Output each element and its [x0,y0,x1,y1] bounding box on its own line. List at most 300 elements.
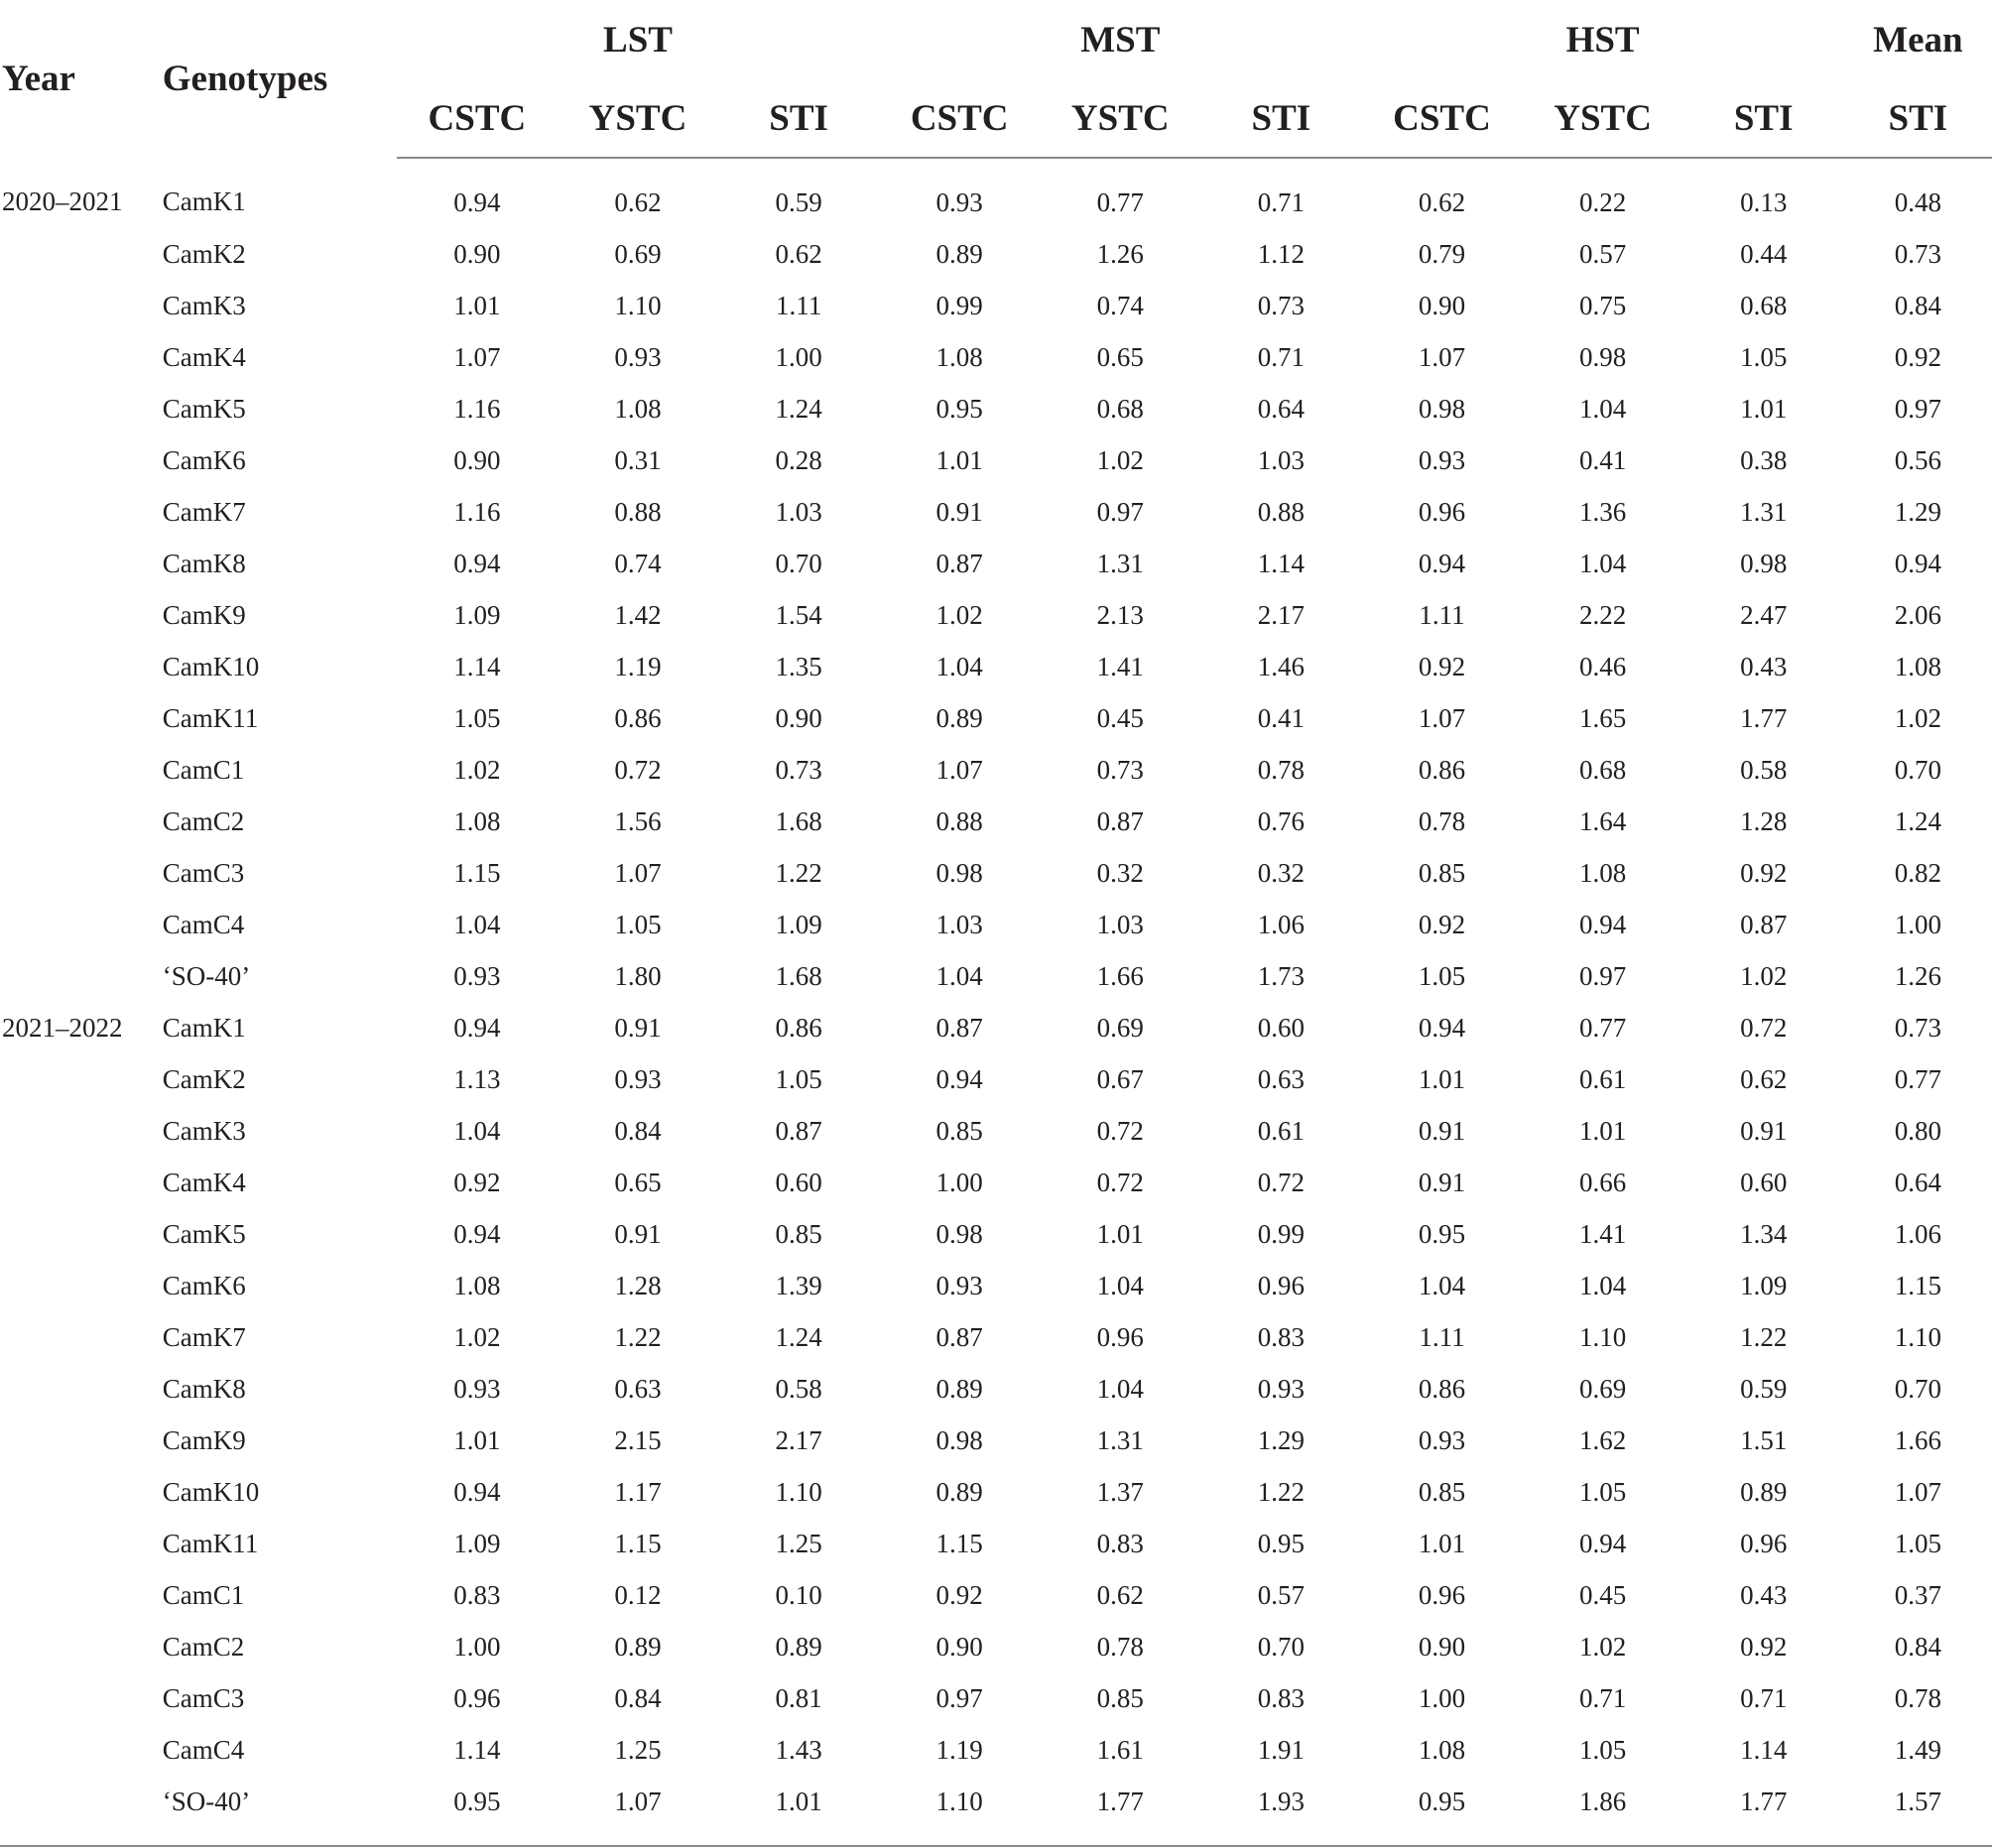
value-cell: 0.93 [935,1270,983,1300]
value-cell: 0.66 [1578,1167,1627,1197]
value-cell: 0.94 [453,1476,501,1507]
table-row [0,847,1992,899]
table-row [0,1672,1992,1724]
year-cell [0,1363,157,1415]
table-row [0,744,1992,796]
value-cell: 1.09 [1740,1270,1788,1300]
value-cell: 0.83 [1257,1682,1305,1713]
value-cell: 2.13 [1096,599,1144,630]
year-cell [0,899,157,950]
value-cell: 1.66 [1894,1424,1941,1455]
hst-cstc-header: CSTC [1361,79,1522,158]
value-cell: 0.90 [775,702,822,733]
value-cell: 0.22 [1578,186,1627,217]
mst-group-header: MST [1080,19,1161,61]
value-cell: 0.93 [614,341,662,372]
value-cell: 1.15 [935,1528,983,1558]
value-cell: 1.04 [453,1115,501,1146]
table-row [0,158,1992,228]
genotype-cell: CamK10 [162,651,260,681]
value-cell: 0.95 [1418,1218,1466,1249]
year-cell [0,1518,157,1569]
value-cell: 0.32 [1257,857,1305,888]
value-cell: 1.46 [1257,651,1305,681]
table-header [0,0,1992,158]
value-cell: 0.85 [775,1218,822,1249]
value-cell: 1.10 [879,1776,1040,1846]
value-cell: 1.64 [1578,805,1627,836]
value-cell: 0.92 [1418,909,1466,939]
value-cell: 1.61 [1096,1734,1144,1765]
value-cell: 0.44 [1740,238,1788,269]
value-cell: 0.43 [1740,1579,1788,1610]
value-cell: 1.25 [614,1734,662,1765]
value-cell: 0.98 [935,857,983,888]
table-row [0,1260,1992,1311]
value-cell: 0.93 [935,186,983,217]
value-cell: 0.60 [1740,1167,1788,1197]
value-cell: 0.83 [453,1579,501,1610]
value-cell: 0.41 [1578,444,1627,475]
value-cell: 1.15 [614,1528,662,1558]
mean-group-header: Mean [1873,19,1963,61]
genotype-cell: CamK2 [162,1063,246,1094]
value-cell: 0.92 [935,1579,983,1610]
value-cell: 1.77 [1740,702,1788,733]
table-row [0,1415,1992,1466]
value-cell: 0.10 [775,1579,822,1610]
table-row [0,589,1992,641]
value-cell: 1.08 [1578,857,1627,888]
year-cell [0,1053,157,1105]
value-cell: 1.17 [614,1476,662,1507]
value-cell: 0.93 [1257,1373,1305,1404]
year-cell: 2021–2022 [2,1012,123,1043]
mst-cstc-header: CSTC [879,79,1040,158]
value-cell: 0.73 [1257,290,1305,320]
value-cell: 0.82 [1894,857,1941,888]
value-cell: 0.61 [1578,1063,1627,1094]
value-cell: 0.70 [1257,1631,1305,1662]
value-cell: 1.08 [1418,1734,1466,1765]
genotype-cell: CamK6 [162,1270,246,1300]
value-cell: 1.31 [1096,548,1144,578]
value-cell: 0.94 [1418,548,1466,578]
value-cell: 1.34 [1740,1218,1788,1249]
value-cell: 0.70 [1894,1373,1941,1404]
value-cell: 0.41 [1257,702,1305,733]
value-cell: 0.62 [1418,186,1466,217]
value-cell: 0.96 [1740,1528,1788,1558]
genotype-cell: CamC4 [162,909,245,939]
genotype-cell: CamK4 [162,341,246,372]
value-cell: 0.80 [1894,1115,1941,1146]
value-cell: 0.84 [1894,290,1941,320]
value-cell: 0.71 [1578,1682,1627,1713]
value-cell: 0.91 [614,1012,662,1043]
value-cell: 2.17 [775,1424,822,1455]
table-row [0,1363,1992,1415]
value-cell: 0.94 [453,548,501,578]
year-cell [0,589,157,641]
table-row [0,1105,1992,1157]
value-cell: 0.48 [1894,186,1941,217]
value-cell: 0.62 [1096,1579,1144,1610]
year-cell [0,950,157,1002]
value-cell: 0.72 [1257,1167,1305,1197]
value-cell: 0.87 [775,1115,822,1146]
value-cell: 0.94 [453,1012,501,1043]
value-cell: 0.78 [1894,1682,1941,1713]
value-cell: 1.11 [775,290,822,320]
value-cell: 0.88 [614,496,662,527]
value-cell: 1.02 [1096,444,1144,475]
value-cell: 1.24 [775,1321,822,1352]
value-cell: 1.77 [1683,1776,1844,1846]
year-cell [0,486,157,538]
value-cell: 0.32 [1096,857,1144,888]
value-cell: 0.90 [1418,290,1466,320]
value-cell: 1.03 [1096,909,1144,939]
value-cell: 0.31 [614,444,662,475]
value-cell: 0.92 [1740,1631,1788,1662]
value-cell: 2.15 [614,1424,662,1455]
value-cell: 1.54 [775,599,822,630]
value-cell: 0.62 [1740,1063,1788,1094]
year-cell [0,228,157,280]
value-cell: 1.91 [1257,1734,1305,1765]
value-cell: 0.94 [453,1218,501,1249]
value-cell: 0.73 [1894,238,1941,269]
value-cell: 0.81 [775,1682,822,1713]
value-cell: 1.04 [1578,1270,1627,1300]
value-cell: 0.89 [614,1631,662,1662]
value-cell: 1.00 [775,341,822,372]
value-cell: 1.01 [453,1424,501,1455]
year-cell [0,1672,157,1724]
genotype-cell: CamC3 [162,1682,245,1713]
value-cell: 1.04 [1418,1270,1466,1300]
genotype-cell: CamK9 [162,1424,246,1455]
table-row [0,486,1992,538]
value-cell: 1.51 [1740,1424,1788,1455]
value-cell: 0.87 [935,1321,983,1352]
value-cell: 0.90 [1418,1631,1466,1662]
value-cell: 1.01 [1740,393,1788,424]
value-cell: 0.43 [1740,651,1788,681]
value-cell: 0.45 [1578,1579,1627,1610]
year-cell [0,1621,157,1672]
value-cell: 0.83 [1257,1321,1305,1352]
value-cell: 0.96 [453,1682,501,1713]
value-cell: 1.14 [453,651,501,681]
value-cell: 1.01 [1418,1528,1466,1558]
value-cell: 0.78 [1096,1631,1144,1662]
value-cell: 0.98 [1578,341,1627,372]
table-row [0,538,1992,589]
genotype-cell: CamK3 [162,290,246,320]
value-cell: 0.68 [1578,754,1627,785]
value-cell: 0.91 [1418,1115,1466,1146]
value-cell: 1.01 [453,290,501,320]
value-cell: 1.01 [935,444,983,475]
value-cell: 2.17 [1257,599,1305,630]
genotype-cell: CamK4 [162,1167,246,1197]
genotype-cell: CamK1 [162,186,246,216]
value-cell: 1.14 [1740,1734,1788,1765]
value-cell: 0.92 [1894,341,1941,372]
value-cell: 0.61 [1257,1115,1305,1146]
value-cell: 1.07 [1418,702,1466,733]
value-cell: 0.96 [1257,1270,1305,1300]
table-row [0,641,1992,692]
hst-sti-header: STI [1683,79,1844,158]
value-cell: 1.05 [1578,1476,1627,1507]
value-cell: 0.97 [1894,393,1941,424]
value-cell: 0.96 [1096,1321,1144,1352]
genotype-cell: CamK2 [162,238,246,269]
value-cell: 0.95 [1361,1776,1522,1846]
value-cell: 0.46 [1578,651,1627,681]
value-cell: 1.22 [1740,1321,1788,1352]
table-row [0,280,1992,331]
value-cell: 1.03 [775,496,822,527]
value-cell: 1.02 [453,754,501,785]
genotype-cell: CamK11 [162,702,259,733]
value-cell: 1.25 [775,1528,822,1558]
value-cell: 1.07 [1894,1476,1941,1507]
year-cell [0,1776,157,1846]
value-cell: 0.38 [1740,444,1788,475]
value-cell: 1.03 [935,909,983,939]
value-cell: 1.00 [935,1167,983,1197]
value-cell: 0.67 [1096,1063,1144,1094]
lst-group-header: LST [603,19,673,61]
value-cell: 1.26 [1096,238,1144,269]
value-cell: 0.89 [935,702,983,733]
value-cell: 0.60 [1257,1012,1305,1043]
value-cell: 1.05 [1894,1528,1941,1558]
value-cell: 1.12 [1257,238,1305,269]
value-cell: 0.79 [1418,238,1466,269]
value-cell: 1.16 [453,393,501,424]
value-cell: 0.93 [614,1063,662,1094]
genotype-cell: CamK6 [162,444,246,475]
value-cell: 0.74 [1096,290,1144,320]
year-cell [0,280,157,331]
value-cell: 1.07 [1418,341,1466,372]
value-cell: 1.08 [935,341,983,372]
value-cell: 1.02 [1894,702,1941,733]
table-body [0,158,1992,1846]
value-cell: 1.00 [453,1631,501,1662]
value-cell: 0.28 [775,444,822,475]
table-row [0,950,1992,1002]
value-cell: 0.86 [614,702,662,733]
genotype-cell: CamK5 [162,393,246,424]
value-cell: 1.08 [614,393,662,424]
value-cell: 1.08 [1894,651,1941,681]
value-cell: 1.10 [1578,1321,1627,1352]
year-cell [0,383,157,434]
lst-cstc-header: CSTC [397,79,558,158]
table-row [0,1724,1992,1776]
value-cell: 0.63 [614,1373,662,1404]
value-cell: 1.56 [614,805,662,836]
value-cell: 2.22 [1578,599,1627,630]
value-cell: 1.93 [1200,1776,1361,1846]
value-cell: 1.24 [775,393,822,424]
value-cell: 0.70 [1894,754,1941,785]
value-cell: 1.57 [1844,1776,1992,1846]
value-cell: 0.37 [1894,1579,1941,1610]
value-cell: 0.87 [935,548,983,578]
value-cell: 1.02 [935,599,983,630]
value-cell: 1.04 [935,960,983,991]
genotype-cell: CamC2 [162,805,245,836]
year-cell [0,434,157,486]
value-cell: 1.41 [1578,1218,1627,1249]
value-cell: 0.77 [1894,1063,1941,1094]
value-cell: 0.91 [1740,1115,1788,1146]
value-cell: 1.11 [1419,599,1465,630]
value-cell: 1.68 [775,960,822,991]
value-cell: 1.07 [453,341,501,372]
value-cell: 1.03 [1257,444,1305,475]
value-cell: 0.86 [1418,1373,1466,1404]
year-cell [0,1208,157,1260]
value-cell: 0.97 [935,1682,983,1713]
value-cell: 0.83 [1096,1528,1144,1558]
value-cell: 1.05 [775,1063,822,1094]
value-cell: 0.71 [1257,186,1305,217]
value-cell: 1.15 [1894,1270,1941,1300]
table-row [0,1311,1992,1363]
value-cell: 1.15 [453,857,501,888]
genotype-cell: CamC4 [162,1734,245,1765]
genotypes-header: Genotypes [162,59,328,99]
value-cell: 1.09 [453,1528,501,1558]
value-cell: 0.85 [1418,1476,1466,1507]
value-cell: 0.89 [935,1476,983,1507]
value-cell: 0.85 [1096,1682,1144,1713]
value-cell: 0.93 [1418,444,1466,475]
value-cell: 0.91 [1418,1167,1466,1197]
hst-group-header: HST [1565,19,1640,61]
value-cell: 1.00 [1894,909,1941,939]
year-cell [0,331,157,383]
value-cell: 0.98 [935,1424,983,1455]
year-cell [0,1260,157,1311]
value-cell: 0.59 [1740,1373,1788,1404]
genotype-cell: CamK9 [162,599,246,630]
value-cell: 0.99 [935,290,983,320]
value-cell: 0.89 [1740,1476,1788,1507]
value-cell: 1.14 [1257,548,1305,578]
value-cell: 1.08 [453,805,501,836]
value-cell: 0.94 [1578,909,1627,939]
value-cell: 1.09 [775,909,822,939]
value-cell: 1.06 [1894,1218,1941,1249]
value-cell: 0.94 [453,186,501,217]
value-cell: 0.95 [1257,1528,1305,1558]
value-cell: 0.76 [1257,805,1305,836]
value-cell: 0.57 [1578,238,1627,269]
table-row [0,228,1992,280]
value-cell: 0.87 [935,1012,983,1043]
value-cell: 0.87 [1096,805,1144,836]
table-row [0,692,1992,744]
table-row [0,331,1992,383]
value-cell: 0.62 [614,186,662,217]
year-cell [0,796,157,847]
table-row [0,796,1992,847]
value-cell: 0.73 [1096,754,1144,785]
value-cell: 1.16 [453,496,501,527]
value-cell: 0.58 [775,1373,822,1404]
value-cell: 0.85 [935,1115,983,1146]
value-cell: 1.10 [614,290,662,320]
value-cell: 1.10 [1894,1321,1941,1352]
value-cell: 0.78 [1257,754,1305,785]
value-cell: 1.01 [1096,1218,1144,1249]
genotype-cell: CamK3 [162,1115,246,1146]
mst-sti-header: STI [1200,79,1361,158]
genotype-cell: CamC3 [162,857,245,888]
value-cell: 0.62 [775,238,822,269]
value-cell: 0.13 [1740,186,1788,217]
value-cell: 0.75 [1578,290,1627,320]
table-row [0,899,1992,950]
value-cell: 1.29 [1894,496,1941,527]
value-cell: 0.77 [1096,186,1144,217]
value-cell: 0.58 [1740,754,1788,785]
value-cell: 0.89 [935,238,983,269]
value-cell: 0.93 [453,960,501,991]
genotype-cell: CamK1 [162,1012,246,1043]
value-cell: 0.69 [614,238,662,269]
value-cell: 0.94 [935,1063,983,1094]
genotype-cell: CamC2 [162,1631,245,1662]
value-cell: 0.95 [935,393,983,424]
value-cell: 0.84 [614,1682,662,1713]
table-row [0,383,1992,434]
value-cell: 1.28 [1740,805,1788,836]
value-cell: 1.35 [775,651,822,681]
genotype-cell: CamC1 [162,1579,245,1610]
value-cell: 1.65 [1578,702,1627,733]
table-row [0,1466,1992,1518]
value-cell: 0.45 [1096,702,1144,733]
value-cell: 0.72 [614,754,662,785]
genotype-cell: ‘SO-40’ [157,1776,397,1846]
value-cell: 0.97 [1096,496,1144,527]
value-cell: 0.99 [1257,1218,1305,1249]
value-cell: 1.37 [1096,1476,1144,1507]
value-cell: 0.91 [935,496,983,527]
genotype-cell: CamC1 [162,754,245,785]
value-cell: 0.73 [1894,1012,1941,1043]
value-cell: 0.60 [775,1167,822,1197]
value-cell: 0.84 [1894,1631,1941,1662]
year-cell [0,847,157,899]
genotype-cell: CamK10 [162,1476,260,1507]
value-cell: 0.73 [775,754,822,785]
value-cell: 0.87 [1740,909,1788,939]
value-cell: 0.96 [1418,1579,1466,1610]
value-cell: 0.96 [1418,496,1466,527]
value-cell: 1.39 [775,1270,822,1300]
